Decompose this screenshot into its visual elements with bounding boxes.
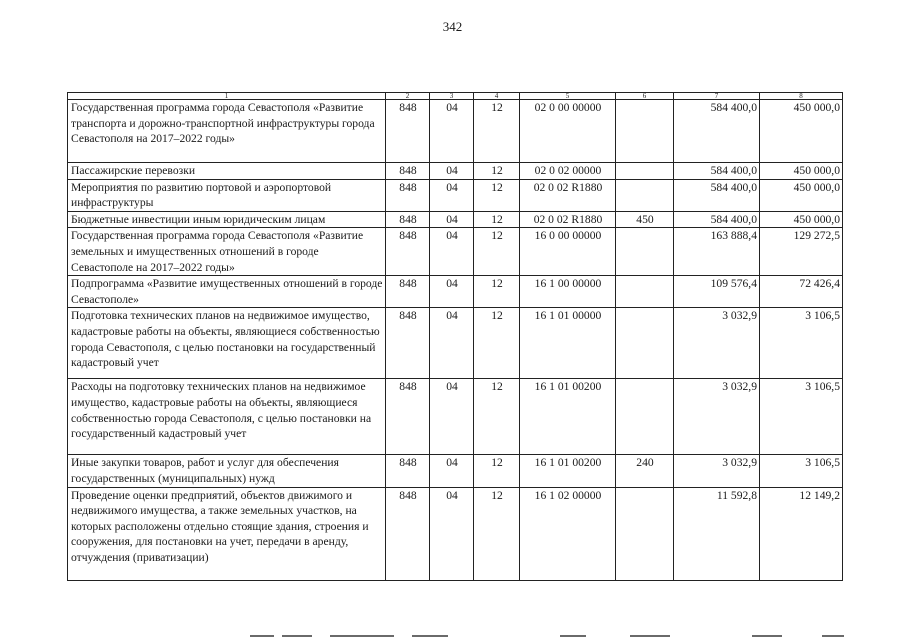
- cell-c4: 12: [474, 163, 520, 180]
- column-header: 7: [674, 93, 760, 100]
- cell-c5: 16 0 00 00000: [520, 228, 616, 276]
- cell-c8: 12 149,2: [760, 487, 843, 580]
- cell-c6: [616, 228, 674, 276]
- cell-c4: 12: [474, 179, 520, 211]
- cell-c2: 848: [386, 228, 430, 276]
- cell-c3: 04: [430, 100, 474, 163]
- scan-mark: [822, 635, 844, 637]
- cell-c3: 04: [430, 211, 474, 228]
- table-row: [68, 379, 843, 455]
- cell-c7: 584 400,0: [674, 211, 760, 228]
- row-name: Расходы на подготовку технических планов на недвижимое имущество, кадастровые работы на объекты, являющиеся собственностью города Севастополя, с целью постановки на государственный кадастровый учет: [68, 379, 386, 455]
- cell-c5: 02 0 02 R1880: [520, 211, 616, 228]
- cell-c5: 16 1 01 00200: [520, 455, 616, 487]
- cell-c8: 3 106,5: [760, 455, 843, 487]
- table-row: [68, 163, 843, 180]
- cell-c8: 450 000,0: [760, 211, 843, 228]
- cell-c7: 584 400,0: [674, 163, 760, 180]
- cell-c6: [616, 179, 674, 211]
- cell-c2: 848: [386, 379, 430, 455]
- table-row: [68, 211, 843, 228]
- cell-c3: 04: [430, 379, 474, 455]
- cell-c6: [616, 276, 674, 308]
- scan-mark: [250, 635, 274, 637]
- cell-c3: 04: [430, 455, 474, 487]
- cell-c7: 163 888,4: [674, 228, 760, 276]
- cell-c5: 02 0 00 00000: [520, 100, 616, 163]
- cell-c6: [616, 163, 674, 180]
- cell-c8: 129 272,5: [760, 228, 843, 276]
- cell-c8: 450 000,0: [760, 163, 843, 180]
- cell-c8: 450 000,0: [760, 179, 843, 211]
- cell-c6: 450: [616, 211, 674, 228]
- cell-c4: 12: [474, 487, 520, 580]
- table-row: [68, 487, 843, 580]
- row-name: Бюджетные инвестиции иным юридическим лицам: [68, 211, 386, 228]
- row-name: Государственная программа города Севастополя «Развитие земельных и имущественных отношений в городе Севастополе на 2017–2022 годы»: [68, 228, 386, 276]
- scan-mark: [282, 635, 312, 637]
- cell-c2: 848: [386, 179, 430, 211]
- cell-c3: 04: [430, 276, 474, 308]
- cell-c4: 12: [474, 455, 520, 487]
- cell-c2: 848: [386, 455, 430, 487]
- cell-c3: 04: [430, 308, 474, 379]
- scan-mark: [412, 635, 448, 637]
- cell-c5: 02 0 02 R1880: [520, 179, 616, 211]
- cell-c4: 12: [474, 276, 520, 308]
- cell-c5: 16 1 01 00000: [520, 308, 616, 379]
- column-header: 3: [430, 93, 474, 100]
- column-header: 1: [68, 93, 386, 100]
- cell-c8: 3 106,5: [760, 379, 843, 455]
- cell-c2: 848: [386, 487, 430, 580]
- column-header: 2: [386, 93, 430, 100]
- cell-c7: 584 400,0: [674, 100, 760, 163]
- cell-c8: 450 000,0: [760, 100, 843, 163]
- cell-c2: 848: [386, 276, 430, 308]
- cell-c3: 04: [430, 487, 474, 580]
- cell-c2: 848: [386, 211, 430, 228]
- row-name: Мероприятия по развитию портовой и аэропортовой инфраструктуры: [68, 179, 386, 211]
- cell-c7: 109 576,4: [674, 276, 760, 308]
- table-row: [68, 228, 843, 276]
- table-row: [68, 179, 843, 211]
- cell-c8: 3 106,5: [760, 308, 843, 379]
- cell-c3: 04: [430, 163, 474, 180]
- scan-mark: [560, 635, 586, 637]
- cell-c7: 3 032,9: [674, 455, 760, 487]
- table-row: [68, 276, 843, 308]
- cell-c2: 848: [386, 163, 430, 180]
- cell-c6: 240: [616, 455, 674, 487]
- column-header: 4: [474, 93, 520, 100]
- cell-c6: [616, 100, 674, 163]
- cell-c6: [616, 379, 674, 455]
- column-header: 6: [616, 93, 674, 100]
- cell-c8: 72 426,4: [760, 276, 843, 308]
- scan-mark: [752, 635, 782, 637]
- row-name: Пассажирские перевозки: [68, 163, 386, 180]
- cell-c3: 04: [430, 228, 474, 276]
- cell-c4: 12: [474, 211, 520, 228]
- cell-c7: 584 400,0: [674, 179, 760, 211]
- cell-c5: 16 1 01 00200: [520, 379, 616, 455]
- cell-c3: 04: [430, 179, 474, 211]
- table-row: [68, 100, 843, 163]
- cell-c5: 02 0 02 00000: [520, 163, 616, 180]
- cell-c6: [616, 487, 674, 580]
- cell-c6: [616, 308, 674, 379]
- column-header: 8: [760, 93, 843, 100]
- cell-c4: 12: [474, 228, 520, 276]
- column-number-row: [68, 93, 843, 100]
- cell-c4: 12: [474, 379, 520, 455]
- cell-c4: 12: [474, 100, 520, 163]
- row-name: Проведение оценки предприятий, объектов движимого и недвижимого имущества, а также земельных участков, на которых расположены отдельно стоящие здания, строения и сооружения, для постановки на учет, передачи в аренду, отчуждения (приватизации): [68, 487, 386, 580]
- scan-mark: [630, 635, 670, 637]
- row-name: Государственная программа города Севастополя «Развитие транспорта и дорожно-транспортной инфраструктуры города Севастополя на 2017–2022 годы»: [68, 100, 386, 163]
- row-name: Подготовка технических планов на недвижимое имущество, кадастровые работы на объекты, являющиеся собственностью города Севастополя, с целью постановки на государственный кадастровый учет: [68, 308, 386, 379]
- budget-table: [67, 92, 843, 581]
- cell-c7: 3 032,9: [674, 379, 760, 455]
- scan-bottom-strip: [0, 633, 905, 640]
- cell-c2: 848: [386, 308, 430, 379]
- table-row: [68, 308, 843, 379]
- cell-c5: 16 1 02 00000: [520, 487, 616, 580]
- cell-c7: 11 592,8: [674, 487, 760, 580]
- row-name: Иные закупки товаров, работ и услуг для обеспечения государственных (муниципальных) нужд: [68, 455, 386, 487]
- cell-c5: 16 1 00 00000: [520, 276, 616, 308]
- table-row: [68, 455, 843, 487]
- page-number: 342: [442, 19, 463, 34]
- cell-c4: 12: [474, 308, 520, 379]
- scan-mark: [330, 635, 394, 637]
- column-header: 5: [520, 93, 616, 100]
- row-name: Подпрограмма «Развитие имущественных отношений в городе Севастополе»: [68, 276, 386, 308]
- cell-c7: 3 032,9: [674, 308, 760, 379]
- cell-c2: 848: [386, 100, 430, 163]
